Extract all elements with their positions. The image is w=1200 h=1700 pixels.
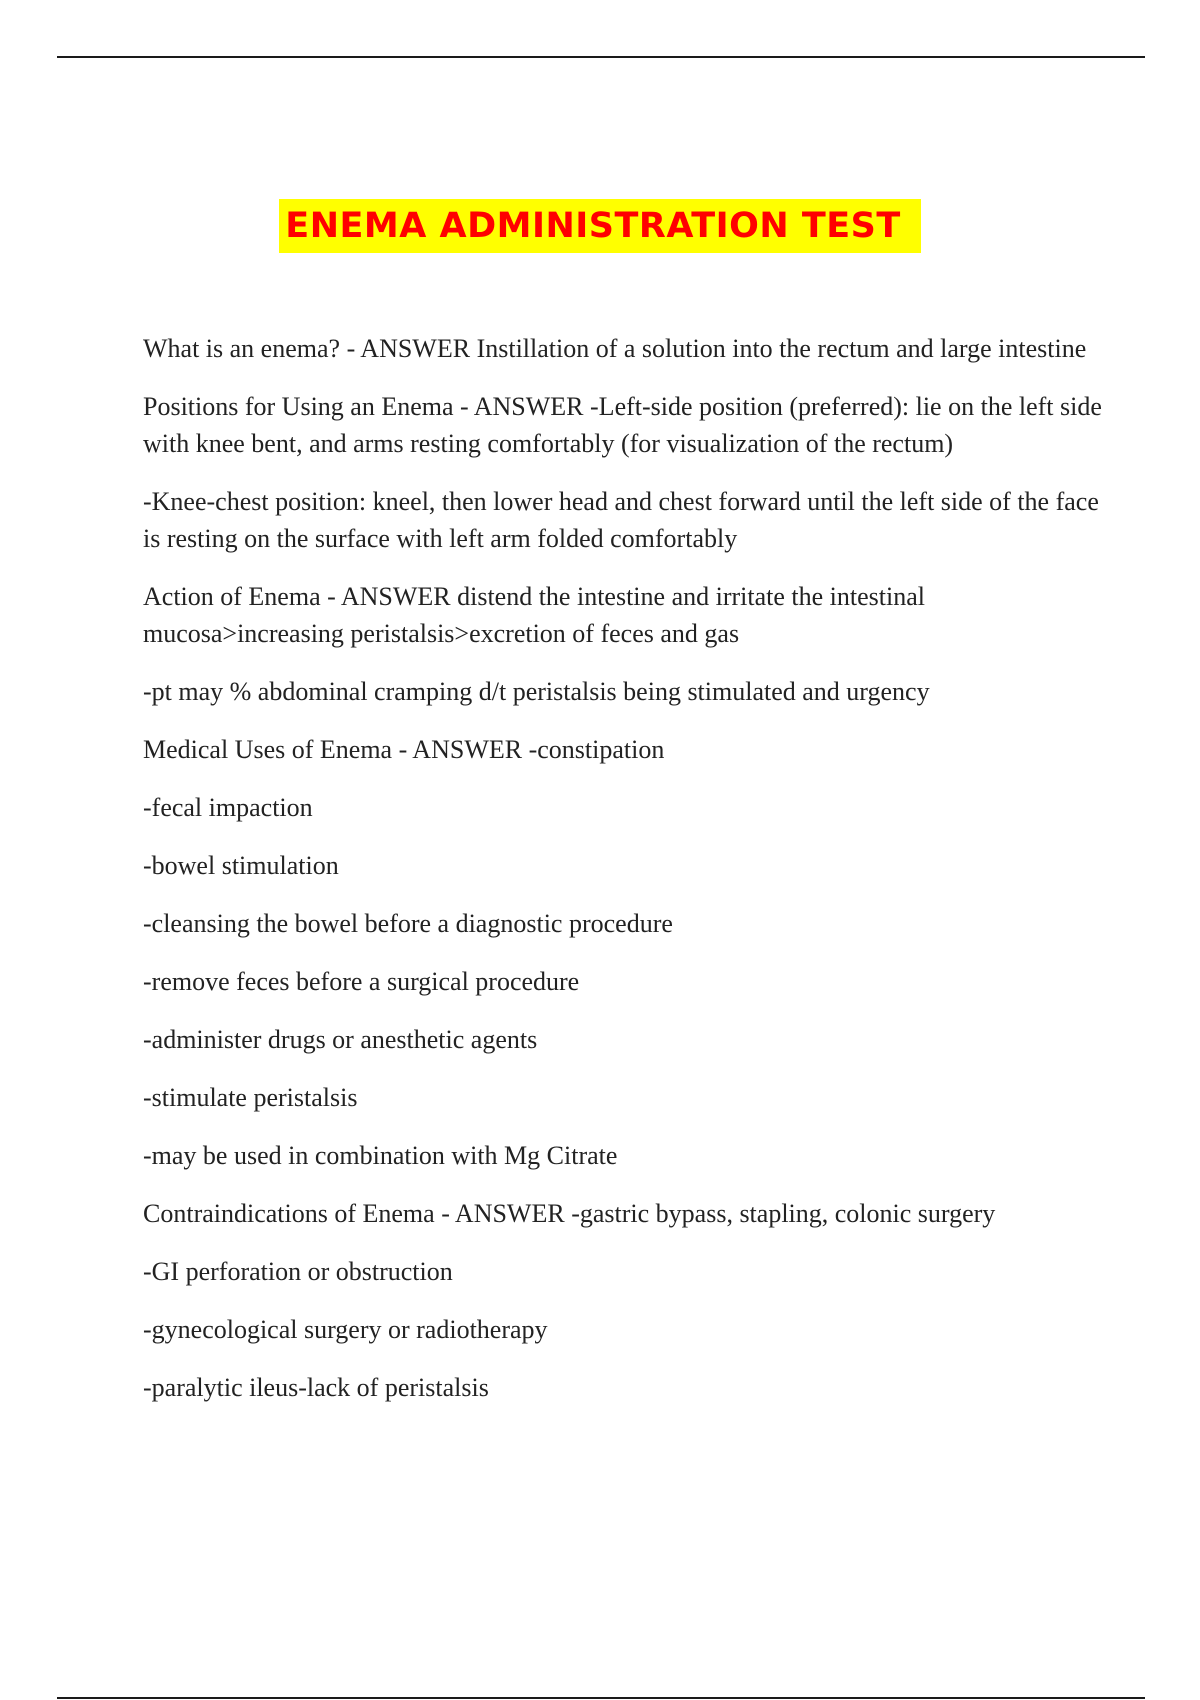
paragraph: Medical Uses of Enema - ANSWER -constipation (143, 735, 665, 764)
paragraph: -remove feces before a surgical procedure (143, 967, 580, 996)
paragraph: Action of Enema - ANSWER distend the intestine and irritate the intestinal mucosa>increasing peristalsis>excretion of feces and gas (143, 582, 925, 648)
paragraph: -bowel stimulation (143, 851, 339, 880)
paragraph: -gynecological surgery or radiotherapy (143, 1315, 548, 1344)
paragraph: What is an enema? - ANSWER Instillation of a solution into the rectum and large intestine (143, 334, 1087, 363)
paragraph: -administer drugs or anesthetic agents (143, 1025, 538, 1054)
paragraph: -cleansing the bowel before a diagnostic procedure (143, 909, 673, 938)
paragraph: Contraindications of Enema - ANSWER -gastric bypass, stapling, colonic surgery (143, 1199, 996, 1228)
paragraph: -Knee-chest position: kneel, then lower head and chest forward until the left side of the face is resting on the surface with left arm folded comfortably (143, 487, 1099, 553)
title-container (0, 199, 1200, 253)
document-title: ENEMA ADMINISTRATION TEST (279, 199, 920, 253)
paragraph: -stimulate peristalsis (143, 1083, 358, 1112)
paragraph: -may be used in combination with Mg Citrate (143, 1141, 618, 1170)
bottom-rule (57, 1697, 1145, 1699)
paragraph: -GI perforation or obstruction (143, 1257, 453, 1286)
paragraph: -pt may % abdominal cramping d/t peristalsis being stimulated and urgency (143, 677, 930, 706)
paragraph: -fecal impaction (143, 793, 313, 822)
paragraph: Positions for Using an Enema - ANSWER -Left-side position (preferred): lie on the left side with knee bent, and arms resting comfortably (for visualization of the rectum) (143, 392, 1102, 458)
document-body (143, 330, 1103, 1427)
paragraph: -paralytic ileus-lack of peristalsis (143, 1373, 489, 1402)
top-rule (57, 56, 1145, 58)
